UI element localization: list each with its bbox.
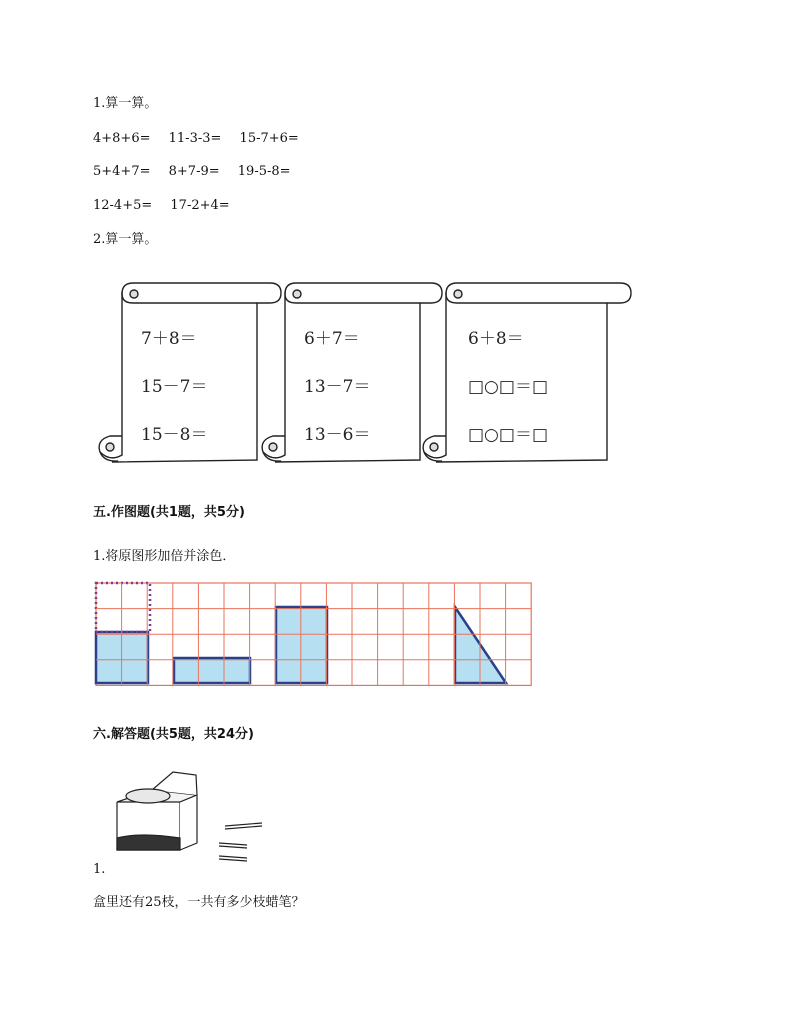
scroll-2-line-1: 6＋7＝: [304, 329, 360, 349]
section-5-heading: 五.作图题(共1题，共5分): [93, 505, 245, 520]
q1-expr: 19-5-8=: [237, 164, 291, 179]
scroll-3-line-2: □○□＝□: [468, 377, 549, 397]
q1-title: 1.算一算。: [93, 96, 158, 111]
shape-tall-rect: [276, 607, 327, 683]
scroll-2-line-2: 13－7＝: [304, 377, 371, 397]
scroll-3-line-3: □○□＝□: [468, 425, 549, 445]
scroll-3-line-1: 6＋8＝: [468, 329, 524, 349]
q1-expr: 8+7-9=: [168, 164, 220, 179]
q1-expr: 4+8+6=: [93, 131, 151, 146]
q1-expr: 5+4+7=: [93, 164, 151, 179]
scroll-1-line-2: 15－7＝: [141, 377, 208, 397]
scroll-1-line-1: 7＋8＝: [141, 329, 197, 349]
shape-dotted-square: [96, 583, 150, 632]
section-5-q1: 1.将原图形加倍并涂色．: [93, 549, 236, 564]
scroll-2-line-3: 13－6＝: [304, 425, 371, 445]
scroll-1-line-3: 15－8＝: [141, 425, 208, 445]
q1-expr: 12-4+5=: [93, 198, 153, 213]
q1-expr: 15-7+6=: [239, 131, 299, 146]
section-6-q1-text: 盒里还有25枝，一共有多少枝蜡笔？: [93, 895, 305, 910]
q2-title: 2.算一算。: [93, 232, 158, 247]
crayon-box-illustration: [117, 772, 262, 861]
section-6-heading: 六.解答题(共5题，共24分): [93, 727, 254, 742]
q1-expr: 11-3-3=: [168, 131, 222, 146]
section-6-q1-number: 1.: [93, 862, 106, 877]
q1-expr: 17-2+4=: [170, 198, 230, 213]
shape-long-rect: [174, 658, 250, 683]
